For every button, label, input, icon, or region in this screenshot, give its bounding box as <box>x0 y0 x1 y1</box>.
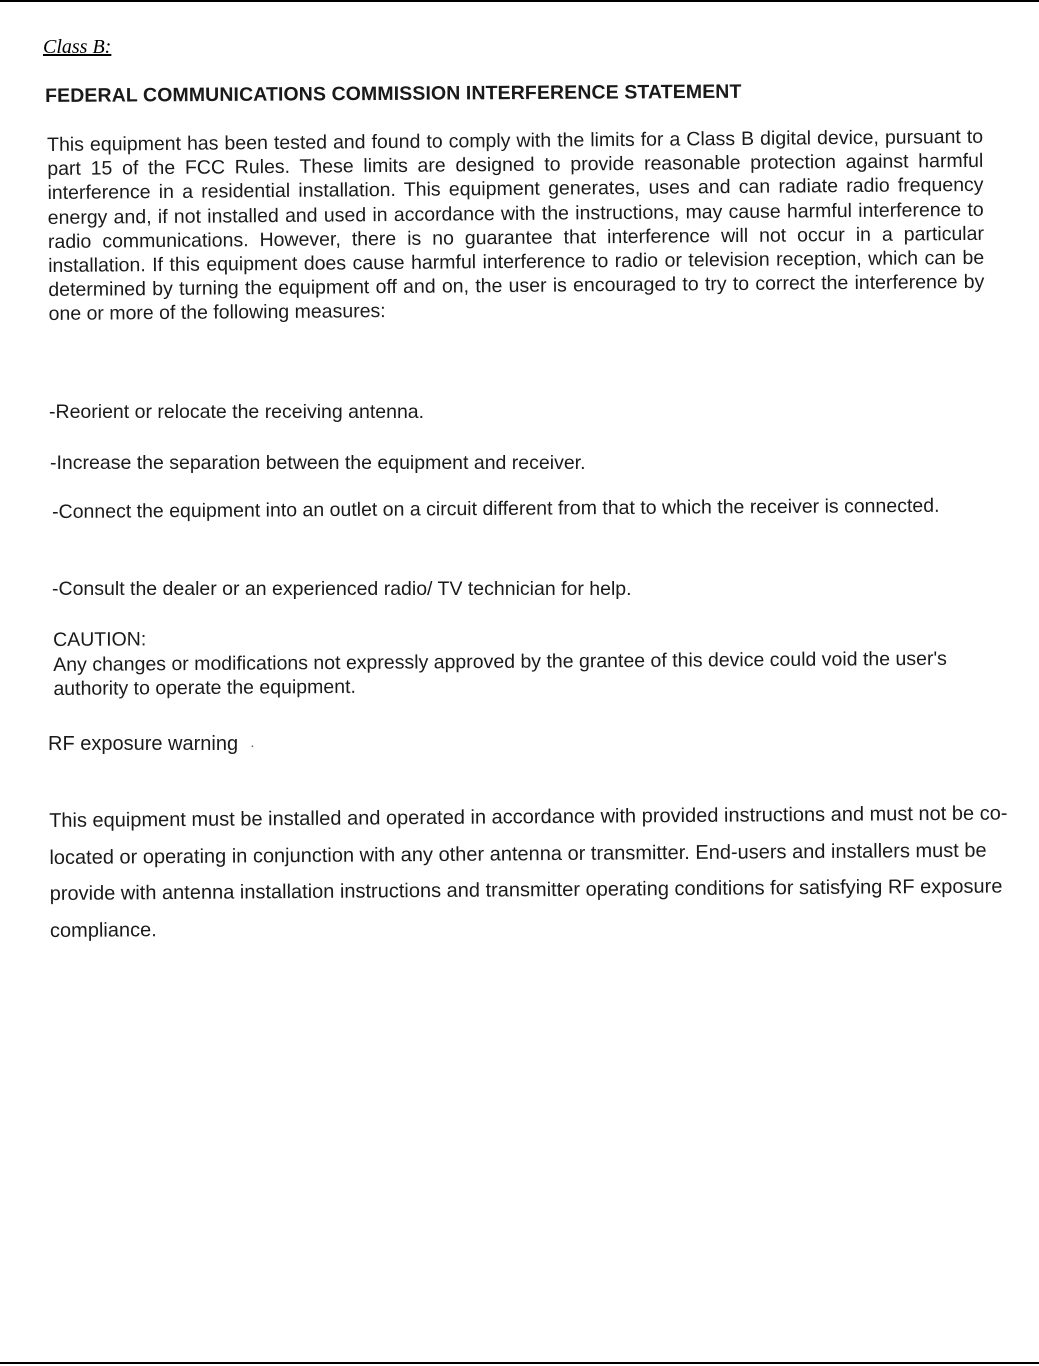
caution-text: Any changes or modifications not expressly approved by the grantee of this device could void the user's authority to operate the equipment. <box>53 647 947 700</box>
rf-exposure-title-text: RF exposure warning <box>48 733 239 755</box>
intro-paragraph: This equipment has been tested and found to comply with the limits for a Class B digital device, pursuant to part 15 of the FCC Rules. These limits are designed to provide reasonable protection against harmful interference in a residential installation. This equipment generates, uses and can radiate radio frequency energy and, if not installed and used in accordance with the instructions, may cause harmful interference to radio communications. However, there is no guarantee that interference will not occur in a particular installation. If this equipment does cause harmful interference to radio or television reception, which can be determined by turning the equipment off and on, the user is encouraged to try to correct the interference by one or more of the following measures: <box>47 125 985 326</box>
rf-exposure-dot: · <box>250 736 255 753</box>
measure-item-outlet: -Connect the equipment into an outlet on a circuit different from that to which the receiver is connected. <box>52 494 940 523</box>
caution-block <box>53 622 983 702</box>
caution-title: CAUTION: <box>53 628 147 651</box>
measure-item-separation: -Increase the separation between the equipment and receiver. <box>50 452 586 474</box>
measure-item-reorient: -Reorient or relocate the receiving antenna. <box>49 401 425 423</box>
measure-item-consult: -Consult the dealer or an experienced radio/ TV technician for help. <box>52 578 632 600</box>
rf-exposure-title <box>48 733 255 756</box>
rf-exposure-paragraph: This equipment must be installed and operated in accordance with provided instructions and must not be co-located or operating in conjunction with any other antenna or transmitter. End-users and installers must be provide with antenna installation instructions and transmitter operating conditions for satisfying RF exposure compliance. <box>49 802 1008 942</box>
statement-heading: FEDERAL COMMUNICATIONS COMMISSION INTERFERENCE STATEMENT <box>45 80 742 107</box>
bottom-border-line <box>0 1362 1039 1364</box>
class-label: Class B: <box>43 36 112 58</box>
top-border-line <box>0 0 1039 2</box>
